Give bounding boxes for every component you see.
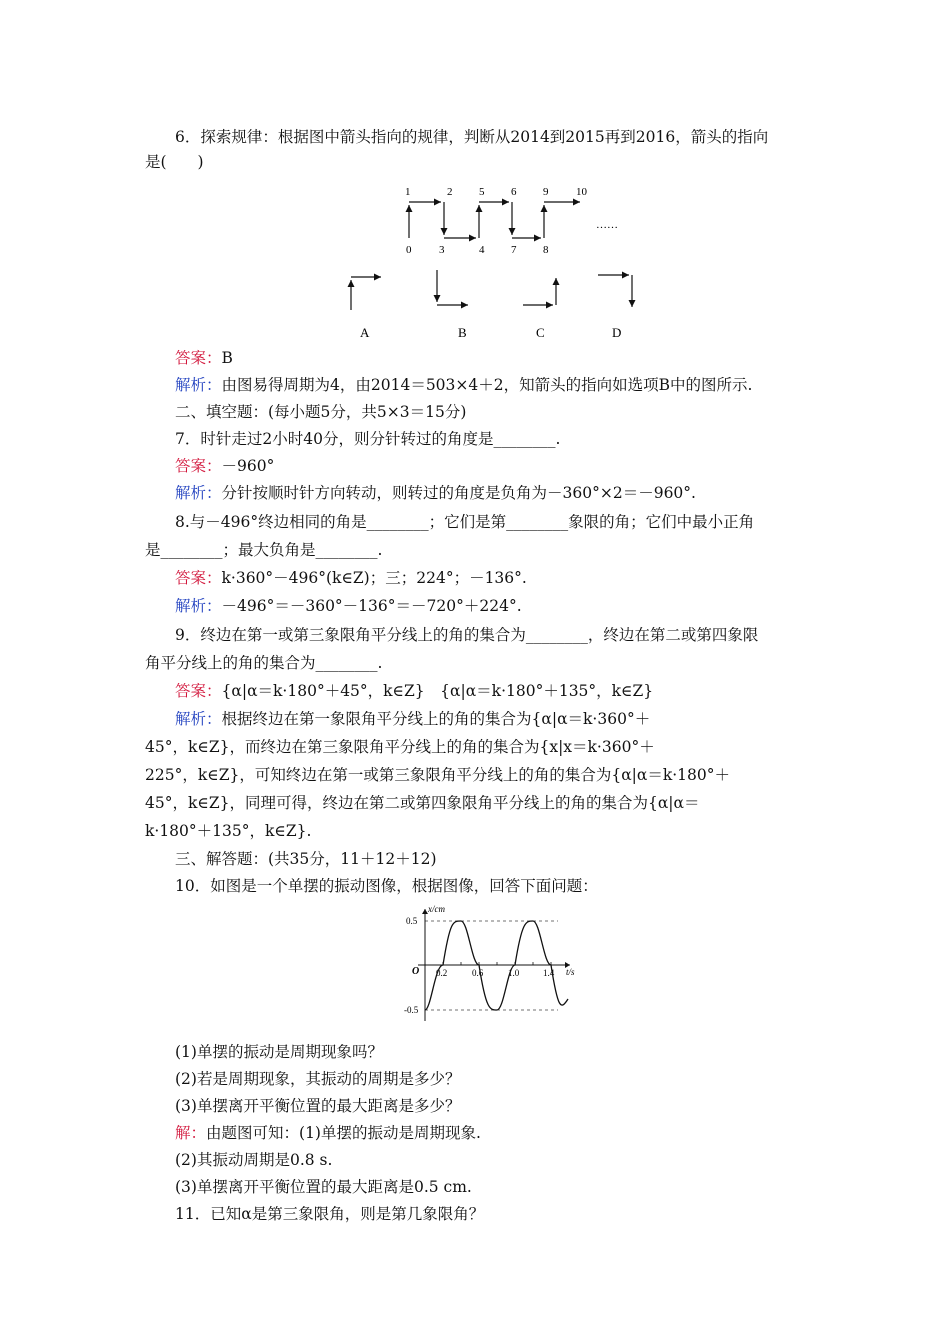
- q9-analysis-l5: k·180°＋135°，k∈Z}.: [145, 822, 312, 840]
- ellipsis: ……: [596, 219, 618, 231]
- option-label: C: [536, 325, 545, 340]
- analysis-label: 解析：: [175, 376, 222, 394]
- seq-bottom-label: 3: [439, 244, 445, 256]
- seq-top-label: 5: [479, 186, 485, 198]
- answer-label: 答案：: [175, 457, 222, 475]
- q9-analysis-l4: 45°，k∈Z}，同理可得，终边在第二或第四象限角平分线上的角的集合为{α|α＝: [145, 794, 700, 812]
- analysis-text: 根据终边在第一象限角平分线上的角的集合为{α|α＝k·360°＋: [221, 710, 651, 728]
- option-label: B: [458, 325, 467, 340]
- seq-top-label: 1: [405, 186, 411, 198]
- answer-label: 答案：: [175, 569, 222, 587]
- x-tick-label: 1.0: [508, 968, 520, 978]
- q8-line2: 是________；最大负角是________.: [145, 541, 383, 559]
- answer-text: {α|α＝k·180°＋45°，k∈Z} {α|α＝k·180°＋135°，k∈Z}: [221, 682, 654, 700]
- option-label: D: [612, 325, 622, 340]
- section-3-heading: 三、解答题：(共35分，11＋12＋12): [175, 850, 437, 868]
- q10-solution1: [175, 1123, 481, 1143]
- q9-analysis-l1: [175, 709, 650, 729]
- q11-question: 11．已知α是第三象限角，则是第几象限角？: [175, 1205, 485, 1223]
- q8-line1: 8.与－496°终边相同的角是________；它们是第________象限的角；它们中最小正角: [175, 513, 755, 531]
- q7-analysis: [175, 483, 696, 503]
- q9-analysis-l2: 45°，k∈Z}，而终边在第三象限角平分线上的角的集合为{x|x＝k·360°＋: [145, 738, 655, 756]
- q8-analysis: [175, 596, 522, 616]
- answer-text: B: [221, 349, 233, 367]
- option-label: A: [360, 325, 370, 340]
- analysis-text: 由图易得周期为4，由2014＝503×4＋2，知箭头的指向如选项B中的图所示.: [221, 376, 753, 394]
- q10-sub3: (3)单摆离开平衡位置的最大距离是多少？: [175, 1097, 461, 1115]
- q6-analysis: [175, 375, 752, 395]
- q10-solution3: (3)单摆离开平衡位置的最大距离是0.5 cm.: [175, 1178, 472, 1196]
- answer-label: 答案：: [175, 682, 222, 700]
- analysis-text: －496°＝－360°－136°＝－720°＋224°.: [221, 597, 522, 615]
- y-tick-label: -0.5: [404, 1005, 419, 1015]
- answer-label: 答案：: [175, 349, 222, 367]
- y-axis-label: x/cm: [428, 904, 445, 914]
- x-tick-label: 0.6: [472, 968, 484, 978]
- q6-answer: [175, 348, 233, 368]
- section-2-heading: 二、填空题：(每小题5分，共5×3＝15分): [175, 403, 467, 421]
- x-axis-label: t/s: [566, 967, 575, 977]
- seq-bottom-label: 4: [479, 244, 485, 256]
- seq-top-label: 6: [511, 186, 517, 198]
- x-tick-label: 1.4: [543, 968, 555, 978]
- solution-text: 由题图可知：(1)单摆的振动是周期现象.: [206, 1124, 481, 1142]
- q10-question: 10．如图是一个单摆的振动图像，根据图像，回答下面问题：: [175, 877, 598, 895]
- q9-line2: 角平分线上的角的集合为________.: [145, 654, 383, 672]
- analysis-text: 分针按顺时针方向转动，则转过的角度是负角为－360°×2＝－960°.: [221, 484, 696, 502]
- q9-analysis-l3: 225°，k∈Z}，可知终边在第一或第三象限角平分线上的角的集合为{α|α＝k·180°＋: [145, 766, 731, 784]
- seq-top-label: 10: [576, 186, 587, 198]
- q9-answer: [175, 681, 653, 701]
- q10-solution2: (2)其振动周期是0.8 s.: [175, 1151, 333, 1169]
- answer-text: －960°: [221, 457, 275, 475]
- q7-answer: [175, 456, 274, 476]
- origin-label: O: [412, 966, 420, 977]
- q10-sub1: (1)单摆的振动是周期现象吗？: [175, 1043, 383, 1061]
- q7-question: 7．时针走过2小时40分，则分针转过的角度是________.: [175, 430, 561, 448]
- y-tick-label: 0.5: [406, 916, 418, 926]
- seq-bottom-label: 7: [511, 244, 517, 256]
- analysis-label: 解析：: [175, 484, 222, 502]
- x-tick-label: 0.2: [436, 968, 448, 978]
- pendulum-graph: [398, 903, 588, 1028]
- q6-line2: 是( ): [145, 153, 204, 171]
- analysis-label: 解析：: [175, 597, 222, 615]
- seq-top-label: 2: [447, 186, 453, 198]
- analysis-label: 解析：: [175, 710, 222, 728]
- q6-line1: 6．探索规律：根据图中箭头指向的规律，判断从2014到2015再到2016，箭头的指向: [175, 128, 769, 146]
- q10-sub2: (2)若是周期现象，其振动的周期是多少？: [175, 1070, 461, 1088]
- seq-bottom-label: 8: [543, 244, 549, 256]
- seq-top-label: 9: [543, 186, 549, 198]
- solution-label: 解：: [175, 1124, 207, 1142]
- q8-answer: [175, 568, 527, 588]
- q9-line1: 9．终边在第一或第三象限角平分线上的角的集合为________，终边在第二或第四象限: [175, 626, 759, 644]
- answer-text: k·360°－496°(k∈Z)；三；224°；－136°.: [221, 569, 527, 587]
- seq-bottom-label: 0: [406, 244, 412, 256]
- arrow-pattern-figure: [0, 180, 950, 380]
